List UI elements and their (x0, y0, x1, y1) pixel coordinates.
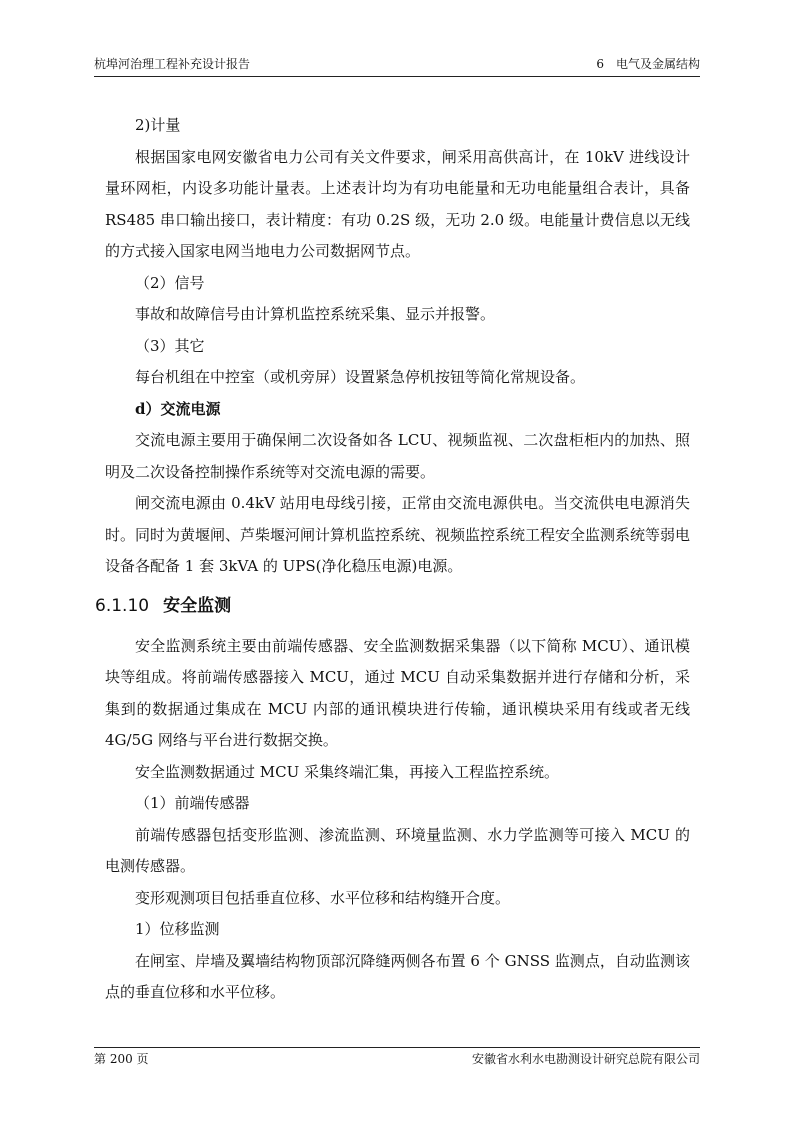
paragraph-displacement-heading: 1）位移监测 (135, 920, 220, 938)
section-number: 6.1.10 (95, 595, 150, 616)
section-heading (95, 591, 690, 621)
footer-page-number: 第 200 页 (94, 1052, 149, 1066)
footer-organization: 安徽省水利水电勘测设计研究总院有限公司 (471, 1052, 700, 1066)
page-header (94, 54, 700, 77)
header-report-title: 杭埠河治理工程补充设计报告 (94, 57, 251, 71)
paragraph-sensor-heading: （1）前端传感器 (135, 794, 250, 812)
paragraph-monitoring-mcu: 安全监测数据通过 MCU 采集终端汇集，再接入工程监控系统。 (135, 762, 560, 781)
section-title: 安全监测 (163, 595, 232, 616)
paragraph-ac-power-text-2: 闸交流电源由 0.4kV 站用电母线引接，正常由交流电源供电。当交流供电电源消失时。同时为黄堰闸、芦柴堰河闸计算机监控系统、视频监控系统工程安全监测系统等弱电设备各配备 1 套 3kVA 的 UPS(净化稳压电源)电源。 (105, 494, 691, 575)
paragraph-signal-heading: （2）信号 (135, 273, 205, 292)
paragraph-sensor-text: 前端传感器包括变形监测、渗流监测、环境量监测、水力学监测等可接入 MCU 的电测传感器。 (105, 825, 690, 875)
page-footer (94, 1047, 700, 1068)
paragraph-signal-text: 事故和故障信号由计算机监控系统采集、显示并报警。 (135, 305, 496, 323)
paragraph-other-text: 每台机组在中控室（或机旁屏）设置紧急停机按钮等简化常规设备。 (135, 368, 586, 386)
paragraph-monitoring-intro: 安全监测系统主要由前端传感器、安全监测数据采集器（以下简称 MCU）、通讯模块等组成。将前端传感器接入 MCU，通过 MCU 自动采集数据并进行存储和分析，采集到的数据通过集成在 MCU 内部的通讯模块进行传输，通讯模块采用有线或者无线 4G/5G 网络与平台进行数据交换。 (105, 636, 690, 749)
paragraph-metering-text: 根据国家电网安徽省电力公司有关文件要求，闸采用高供高计，在 10kV 进线设计量环网柜，内设多功能计量表。上述表计均为有功电能量和无功电能量组合表计，具备 RS485 串口输出接口，表计精度：有功 0.2S 级，无功 2.0 级。电能量计费信息以无线的方式接入国家电网当地电力公司数据网节点。 (105, 147, 690, 260)
paragraph-displacement-text: 在闸室、岸墙及翼墙结构物顶部沉降缝两侧各布置 6 个 GNSS 监测点，自动监测该点的垂直位移和水平位移。 (105, 951, 690, 1001)
paragraph-ac-power-heading: d）交流电源 (135, 399, 221, 418)
page-body (95, 110, 691, 1009)
paragraph-ac-power-text-1: 交流电源主要用于确保闸二次设备如各 LCU、视频监视、二次盘柜柜内的加热、照明及二次设备控制操作系统等对交流电源的需要。 (105, 431, 690, 481)
paragraph-metering-heading: 2)计量 (135, 116, 181, 134)
paragraph-other-heading: （3）其它 (135, 336, 205, 355)
paragraph-deformation-text: 变形观测项目包括垂直位移、水平位移和结构缝开合度。 (135, 888, 511, 907)
header-chapter-title: 6 电气及金属结构 (596, 57, 700, 71)
